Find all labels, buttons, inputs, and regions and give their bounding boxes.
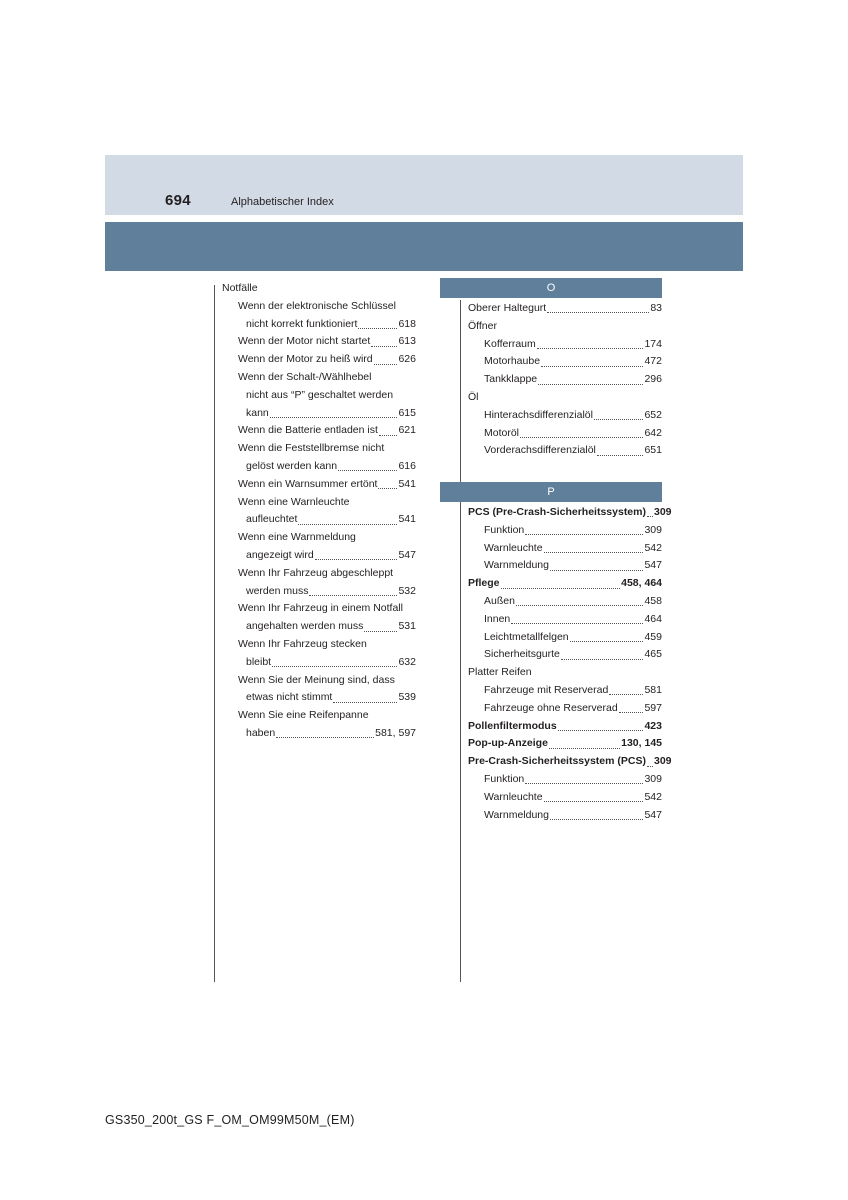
index-term: Wenn Ihr Fahrzeug in einem Notfall bbox=[238, 602, 403, 615]
index-term: angehalten werden muss bbox=[246, 620, 364, 633]
index-entry bbox=[222, 618, 416, 636]
index-entry bbox=[222, 316, 416, 334]
index-term: Kofferraum bbox=[484, 337, 536, 350]
page-reference: 458, 464 bbox=[621, 577, 662, 590]
dot-leader bbox=[594, 419, 644, 420]
page-reference: 309 bbox=[644, 772, 662, 785]
page-reference: 83 bbox=[650, 302, 662, 314]
index-entry bbox=[222, 298, 416, 316]
index-term: bleibt bbox=[246, 655, 272, 668]
left-column-rule bbox=[214, 285, 215, 982]
dot-leader bbox=[558, 730, 644, 731]
page-reference: 581 bbox=[644, 683, 662, 696]
page-reference: 130, 145 bbox=[621, 737, 662, 750]
index-entry bbox=[468, 611, 662, 629]
index-entry bbox=[222, 458, 416, 476]
index-term: Pop-up-Anzeige bbox=[468, 737, 548, 750]
index-term: Wenn ein Warnsummer ertönt bbox=[238, 477, 378, 490]
dot-leader bbox=[544, 801, 644, 802]
index-entry bbox=[222, 476, 416, 494]
index-entry bbox=[222, 689, 416, 707]
dot-leader bbox=[511, 623, 643, 624]
index-entry bbox=[468, 336, 662, 354]
index-term: Vorderachsdifferenzialöl bbox=[484, 444, 596, 457]
index-entry bbox=[468, 522, 662, 540]
index-term: Pflege bbox=[468, 577, 500, 590]
dot-leader bbox=[550, 570, 643, 571]
section-title: Alphabetischer Index bbox=[231, 196, 334, 208]
index-entry bbox=[468, 718, 662, 736]
index-section-o bbox=[468, 300, 662, 460]
page-reference: 174 bbox=[644, 337, 662, 350]
index-term: Warnmeldung bbox=[484, 559, 549, 572]
dot-leader bbox=[270, 417, 398, 418]
index-term: etwas nicht stimmt bbox=[246, 691, 333, 704]
index-entry bbox=[468, 789, 662, 807]
index-entry bbox=[222, 280, 416, 298]
page-reference: 597 bbox=[644, 701, 662, 714]
index-entry bbox=[222, 422, 416, 440]
right-column-rule bbox=[460, 300, 461, 982]
index-entry bbox=[222, 583, 416, 601]
page-reference: 464 bbox=[644, 612, 662, 625]
index-entry bbox=[468, 300, 662, 318]
dot-leader bbox=[525, 783, 643, 784]
index-entry bbox=[222, 565, 416, 583]
dot-leader bbox=[647, 516, 653, 517]
index-entry bbox=[468, 540, 662, 558]
dot-leader bbox=[276, 737, 374, 738]
dot-leader bbox=[374, 364, 398, 365]
index-section-p bbox=[468, 504, 672, 824]
index-entry bbox=[468, 807, 662, 825]
index-entry bbox=[222, 494, 416, 512]
index-entry bbox=[468, 425, 662, 443]
page-reference: 616 bbox=[398, 459, 416, 472]
index-term: Wenn Sie eine Reifenpanne bbox=[238, 709, 369, 722]
index-term: Motoröl bbox=[484, 426, 520, 439]
page-reference: 652 bbox=[644, 408, 662, 421]
index-term: Wenn der Motor nicht startet bbox=[238, 335, 371, 348]
dot-leader bbox=[315, 559, 398, 560]
page-reference: 542 bbox=[644, 541, 662, 554]
index-term: Platter Reifen bbox=[468, 666, 532, 679]
index-entry bbox=[468, 593, 662, 611]
dot-leader bbox=[501, 588, 621, 589]
index-entry bbox=[468, 771, 662, 789]
index-entry bbox=[222, 600, 416, 618]
index-term: Warnleuchte bbox=[484, 541, 543, 554]
dot-leader bbox=[647, 766, 653, 767]
index-entry bbox=[222, 440, 416, 458]
index-term: Notfälle bbox=[222, 282, 258, 294]
index-term: Warnleuchte bbox=[484, 790, 543, 803]
page-reference: 547 bbox=[398, 548, 416, 561]
index-term: Hinterachsdifferenzialöl bbox=[484, 408, 593, 421]
page-reference: 642 bbox=[644, 426, 662, 439]
index-term: Wenn die Feststellbremse nicht bbox=[238, 442, 385, 455]
dot-leader bbox=[609, 694, 643, 695]
index-entry bbox=[222, 333, 416, 351]
page-reference: 309 bbox=[644, 523, 662, 536]
page-reference: 539 bbox=[398, 691, 416, 704]
index-entry bbox=[468, 700, 662, 718]
index-entry bbox=[222, 547, 416, 565]
page-reference: 581, 597 bbox=[375, 726, 416, 739]
index-term: Warnmeldung bbox=[484, 808, 549, 821]
index-entry bbox=[222, 672, 416, 690]
index-entry bbox=[468, 353, 662, 371]
index-entry bbox=[222, 351, 416, 369]
index-term: Öl bbox=[468, 390, 479, 403]
page-reference: 626 bbox=[398, 353, 416, 366]
index-entry bbox=[222, 654, 416, 672]
index-term: Wenn die Batterie entladen ist bbox=[238, 424, 378, 437]
header-band bbox=[105, 155, 743, 215]
index-entry bbox=[468, 389, 662, 407]
index-entry bbox=[222, 405, 416, 423]
index-term: Fahrzeuge mit Reserverad bbox=[484, 683, 609, 696]
index-term: Tankklappe bbox=[484, 373, 538, 386]
page-reference: 459 bbox=[644, 630, 662, 643]
index-term: angezeigt wird bbox=[246, 548, 314, 561]
dot-leader bbox=[547, 312, 649, 313]
page-reference: 632 bbox=[398, 655, 416, 668]
index-term: Funktion bbox=[484, 523, 525, 536]
index-term: nicht korrekt funktioniert bbox=[246, 317, 358, 330]
index-term: Wenn der Motor zu heiß wird bbox=[238, 353, 373, 366]
index-entry bbox=[222, 387, 416, 405]
index-entry bbox=[222, 707, 416, 725]
index-term: Innen bbox=[484, 612, 511, 625]
dot-leader bbox=[358, 328, 397, 329]
index-term: PCS (Pre-Crash-Sicherheitssystem) bbox=[468, 506, 646, 518]
document-code: GS350_200t_GS F_OM_OM99M50M_(EM) bbox=[105, 1113, 355, 1127]
dot-leader bbox=[309, 595, 397, 596]
index-term: kann bbox=[246, 406, 269, 419]
index-term: nicht aus “P” geschaltet werden bbox=[246, 388, 394, 401]
index-term: Leichtmetallfelgen bbox=[484, 630, 569, 643]
index-term: Außen bbox=[484, 594, 515, 607]
index-term: Wenn Sie der Meinung sind, dass bbox=[238, 673, 395, 686]
page-reference: 296 bbox=[644, 373, 662, 386]
index-entry bbox=[468, 664, 662, 682]
dot-leader bbox=[561, 659, 644, 660]
page-reference: 531 bbox=[398, 620, 416, 633]
page-reference: 542 bbox=[644, 790, 662, 803]
index-term: werden muss bbox=[246, 584, 309, 597]
dot-leader bbox=[379, 435, 398, 436]
index-entry bbox=[468, 407, 662, 425]
index-term: Wenn Ihr Fahrzeug stecken bbox=[238, 637, 367, 650]
dot-leader bbox=[570, 641, 644, 642]
page-reference: 541 bbox=[398, 513, 416, 526]
page-reference: 423 bbox=[644, 719, 662, 732]
dot-leader bbox=[364, 631, 397, 632]
index-term: Fahrzeuge ohne Reserverad bbox=[484, 701, 618, 714]
letter-heading-p: P bbox=[440, 482, 662, 502]
page-reference: 651 bbox=[644, 444, 662, 457]
page-reference: 615 bbox=[398, 406, 416, 419]
index-entry bbox=[468, 735, 662, 753]
index-entry bbox=[468, 442, 662, 460]
dot-leader bbox=[525, 534, 643, 535]
page-number: 694 bbox=[165, 192, 191, 209]
page-reference: 465 bbox=[644, 648, 662, 661]
index-term: Wenn der Schalt-/Wählhebel bbox=[238, 370, 372, 383]
dot-leader bbox=[371, 346, 397, 347]
index-entry bbox=[222, 725, 416, 743]
index-term: Wenn eine Warnleuchte bbox=[238, 495, 350, 508]
index-entry bbox=[468, 504, 672, 522]
page-reference: 309 bbox=[653, 506, 672, 518]
index-term: Sicherheitsgurte bbox=[484, 648, 560, 661]
dot-leader bbox=[333, 702, 397, 703]
dot-leader bbox=[520, 437, 643, 438]
page-reference: 547 bbox=[644, 808, 662, 821]
index-entry bbox=[222, 511, 416, 529]
page-reference: 458 bbox=[644, 594, 662, 607]
index-term: Pollenfiltermodus bbox=[468, 719, 557, 732]
dot-leader bbox=[550, 819, 643, 820]
index-entry bbox=[468, 371, 662, 389]
dot-leader bbox=[298, 524, 397, 525]
index-entry bbox=[222, 369, 416, 387]
page-reference: 309 bbox=[653, 755, 672, 768]
dot-leader bbox=[338, 470, 397, 471]
index-entry bbox=[222, 636, 416, 654]
dot-leader bbox=[544, 552, 644, 553]
header-divider bbox=[105, 215, 743, 222]
page-reference: 547 bbox=[644, 559, 662, 572]
dot-leader bbox=[537, 348, 644, 349]
dot-leader bbox=[378, 488, 397, 489]
letter-heading-o: O bbox=[440, 278, 662, 298]
index-entry bbox=[468, 753, 672, 771]
dot-leader bbox=[538, 384, 643, 385]
page-reference: 613 bbox=[398, 335, 416, 348]
page-reference: 541 bbox=[398, 477, 416, 490]
index-term: Motorhaube bbox=[484, 355, 541, 368]
dot-leader bbox=[597, 455, 644, 456]
index-term: Wenn der elektronische Schlüssel bbox=[238, 299, 396, 312]
index-term: gelöst werden kann bbox=[246, 459, 338, 472]
page-reference: 472 bbox=[644, 355, 662, 368]
index-term: Pre-Crash-Sicherheitssystem (PCS) bbox=[468, 755, 646, 768]
dot-leader bbox=[549, 748, 620, 749]
header-accent-bar bbox=[105, 222, 743, 271]
index-entry bbox=[468, 318, 662, 336]
left-index-column bbox=[222, 280, 416, 743]
index-term: haben bbox=[246, 726, 276, 739]
index-term: Oberer Haltegurt bbox=[468, 302, 547, 314]
dot-leader bbox=[516, 605, 644, 606]
page-reference: 618 bbox=[398, 317, 416, 330]
index-term: aufleuchtet bbox=[246, 513, 298, 526]
index-entry bbox=[468, 629, 662, 647]
dot-leader bbox=[272, 666, 397, 667]
page-reference: 532 bbox=[398, 584, 416, 597]
page-reference: 621 bbox=[398, 424, 416, 437]
index-entry bbox=[222, 529, 416, 547]
index-term: Wenn Ihr Fahrzeug abgeschleppt bbox=[238, 566, 394, 579]
index-entry bbox=[468, 557, 662, 575]
dot-leader bbox=[541, 366, 643, 367]
index-term: Öffner bbox=[468, 319, 497, 332]
index-entry bbox=[468, 646, 662, 664]
index-entry bbox=[468, 575, 662, 593]
index-term: Funktion bbox=[484, 772, 525, 785]
index-entry bbox=[468, 682, 662, 700]
index-term: Wenn eine Warnmeldung bbox=[238, 531, 356, 544]
dot-leader bbox=[619, 712, 644, 713]
